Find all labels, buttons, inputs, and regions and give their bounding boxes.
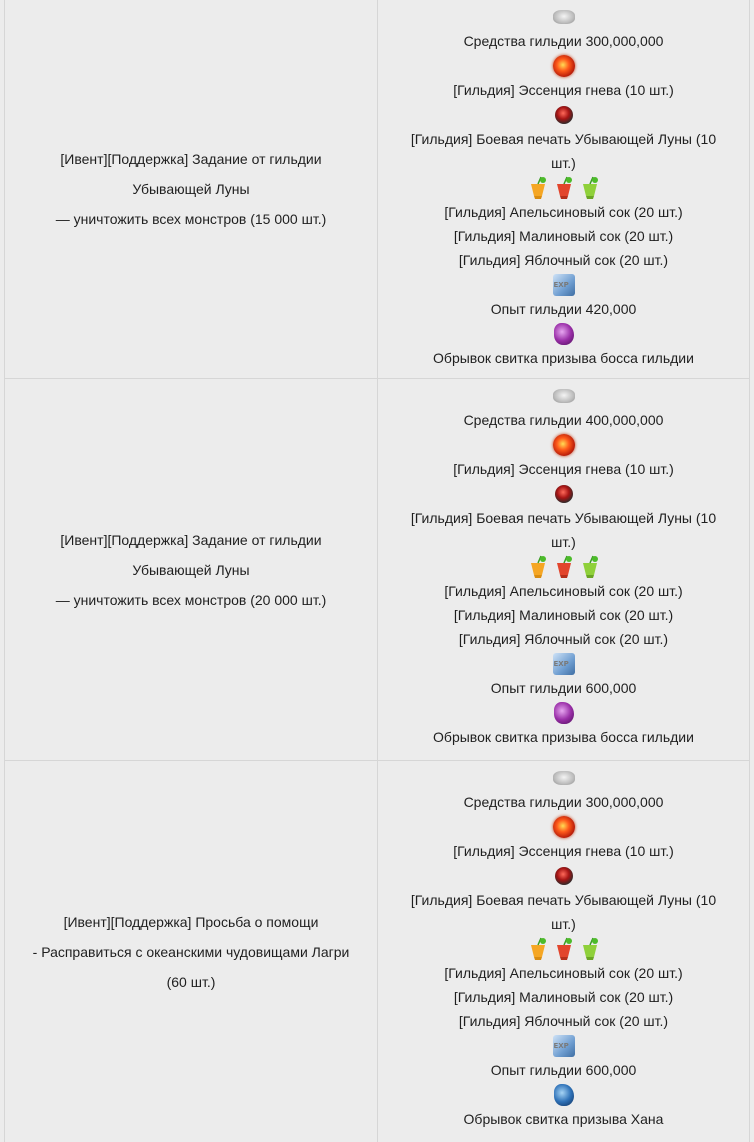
battle-seal-icon bbox=[555, 106, 573, 124]
apple-juice-icon bbox=[580, 176, 600, 200]
essence-of-rage-icon bbox=[553, 434, 575, 456]
reward-seal-cont: шт.) bbox=[551, 155, 576, 171]
reward-juice-apple: [Гильдия] Яблочный сок (20 шт.) bbox=[458, 1013, 669, 1029]
reward-essence: [Гильдия] Эссенция гнева (10 шт.) bbox=[453, 843, 674, 859]
reward-juice-apple: [Гильдия] Яблочный сок (20 шт.) bbox=[458, 631, 669, 647]
orange-juice-icon bbox=[528, 555, 548, 579]
apple-juice-icon bbox=[580, 555, 600, 579]
essence-of-rage-icon bbox=[553, 816, 575, 838]
guild-exp-icon bbox=[553, 274, 575, 296]
reward-seal-cont: шт.) bbox=[551, 534, 576, 550]
raspberry-juice-icon bbox=[554, 555, 574, 579]
guild-funds-icon bbox=[553, 771, 575, 785]
quest-cell bbox=[5, 761, 378, 1142]
quest-line: — уничтожить всех монстров (20 000 шт.) bbox=[55, 591, 327, 608]
reward-essence: [Гильдия] Эссенция гнева (10 шт.) bbox=[453, 82, 674, 98]
quest-line: — уничтожить всех монстров (15 000 шт.) bbox=[55, 211, 327, 227]
reward-seal: [Гильдия] Боевая печать Убывающей Луны (10 bbox=[410, 131, 717, 147]
reward-juice-orange: [Гильдия] Апельсиновый сок (20 шт.) bbox=[444, 583, 683, 599]
raspberry-juice-icon bbox=[554, 176, 574, 200]
reward-essence: [Гильдия] Эссенция гнева (10 шт.) bbox=[453, 461, 674, 477]
reward-cell bbox=[378, 761, 749, 1142]
quest-line: [Ивент][Поддержка] Задание от гильдии bbox=[60, 531, 322, 548]
raspberry-juice-icon bbox=[554, 937, 574, 961]
reward-juice-raspberry: [Гильдия] Малиновый сок (20 шт.) bbox=[453, 228, 674, 244]
reward-juice-apple: [Гильдия] Яблочный сок (20 шт.) bbox=[458, 252, 669, 268]
quest-cell bbox=[5, 0, 378, 378]
quest-line: [Ивент][Поддержка] Задание от гильдии bbox=[60, 151, 322, 167]
reward-funds: Средства гильдии 400,000,000 bbox=[463, 412, 664, 428]
reward-exp: Опыт гильдии 600,000 bbox=[490, 1062, 637, 1078]
essence-of-rage-icon bbox=[553, 55, 575, 77]
rewards-table bbox=[4, 0, 750, 1142]
reward-funds: Средства гильдии 300,000,000 bbox=[463, 33, 664, 49]
khan-summon-scroll-icon bbox=[554, 1084, 574, 1106]
table-row bbox=[5, 0, 749, 379]
quest-line: - Расправиться с океанскими чудовищами Лагри bbox=[32, 943, 350, 960]
reward-juice-raspberry: [Гильдия] Малиновый сок (20 шт.) bbox=[453, 989, 674, 1005]
table-row bbox=[5, 379, 749, 761]
reward-cell bbox=[378, 0, 749, 378]
quest-line: (60 шт.) bbox=[166, 973, 216, 990]
reward-funds: Средства гильдии 300,000,000 bbox=[463, 794, 664, 810]
reward-cell bbox=[378, 379, 749, 760]
battle-seal-icon bbox=[555, 867, 573, 885]
reward-juice-raspberry: [Гильдия] Малиновый сок (20 шт.) bbox=[453, 607, 674, 623]
guild-funds-icon bbox=[553, 389, 575, 403]
reward-scroll: Обрывок свитка призыва Хана bbox=[463, 1111, 664, 1127]
reward-seal: [Гильдия] Боевая печать Убывающей Луны (10 bbox=[410, 892, 717, 908]
boss-summon-scroll-icon bbox=[554, 323, 574, 345]
table-row bbox=[5, 761, 749, 1142]
reward-exp: Опыт гильдии 420,000 bbox=[490, 301, 637, 317]
quest-cell bbox=[5, 379, 378, 760]
reward-seal-cont: шт.) bbox=[551, 916, 576, 932]
guild-funds-icon bbox=[553, 10, 575, 24]
quest-line: [Ивент][Поддержка] Просьба о помощи bbox=[63, 913, 319, 930]
reward-scroll: Обрывок свитка призыва босса гильдии bbox=[433, 350, 694, 366]
orange-juice-icon bbox=[528, 937, 548, 961]
quest-line: Убывающей Луны bbox=[132, 181, 250, 197]
reward-juice-orange: [Гильдия] Апельсиновый сок (20 шт.) bbox=[444, 965, 683, 981]
orange-juice-icon bbox=[528, 176, 548, 200]
boss-summon-scroll-icon bbox=[554, 702, 574, 724]
quest-line: Убывающей Луны bbox=[132, 561, 250, 578]
guild-exp-icon bbox=[553, 1035, 575, 1057]
battle-seal-icon bbox=[555, 485, 573, 503]
guild-exp-icon bbox=[553, 653, 575, 675]
apple-juice-icon bbox=[580, 937, 600, 961]
reward-scroll: Обрывок свитка призыва босса гильдии bbox=[433, 729, 694, 745]
reward-exp: Опыт гильдии 600,000 bbox=[490, 680, 637, 696]
reward-juice-orange: [Гильдия] Апельсиновый сок (20 шт.) bbox=[444, 204, 683, 220]
reward-seal: [Гильдия] Боевая печать Убывающей Луны (10 bbox=[410, 510, 717, 526]
